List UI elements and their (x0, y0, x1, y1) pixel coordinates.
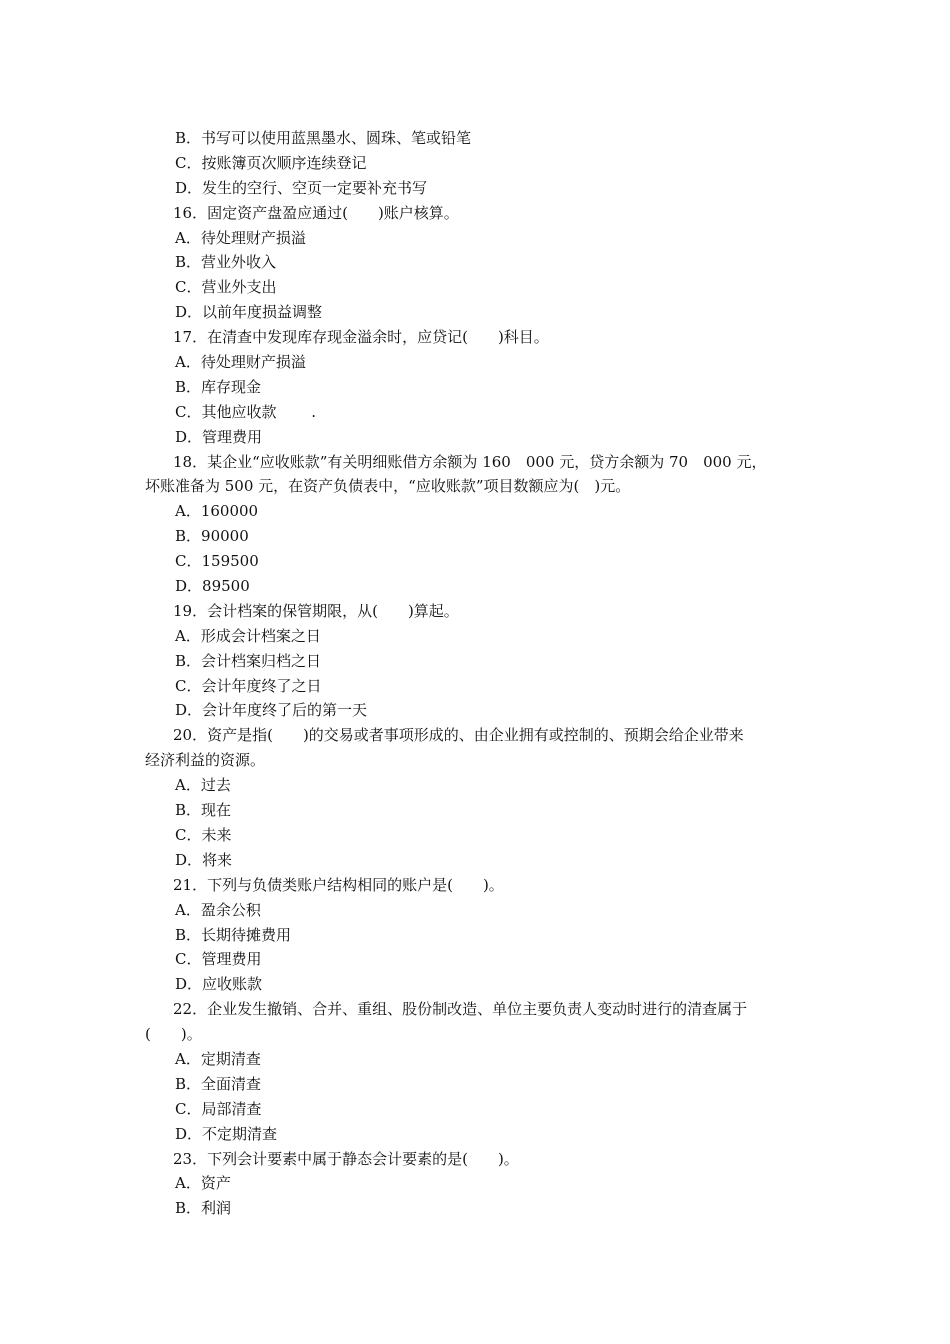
option-line: B．会计档案归档之日 (175, 651, 322, 670)
option-line: A．待处理财产损溢 (175, 353, 306, 372)
option-line: C．局部清查 (175, 1099, 262, 1118)
option-line: D．发生的空行、空页一定要补充书写 (175, 178, 428, 197)
option-line: D．应收账款 (175, 975, 263, 994)
option-line: B．全面清查 (175, 1074, 262, 1093)
question-line: 20．资产是指( )的交易或者事项形成的、由企业拥有或控制的、预期会给企业带来 (173, 726, 744, 745)
option-line: A．160000 (175, 502, 259, 521)
question-line: 19．会计档案的保管期限，从( )算起。 (173, 601, 459, 620)
option-line: C．营业外支出 (175, 278, 277, 297)
option-line: C．未来 (175, 825, 232, 844)
option-line: D．将来 (175, 850, 233, 869)
option-line: B．90000 (175, 527, 249, 546)
option-line: D．管理费用 (175, 427, 263, 446)
option-line: B．书写可以使用蓝黑墨水、圆珠、笔或铅笔 (175, 129, 472, 147)
option-line: C．会计年度终了之日 (175, 676, 322, 695)
question-line: 18．某企业“应收账款”有关明细账借方余额为 160 000 元，贷方余额为 70 000 元， (173, 452, 767, 471)
option-line: A．定期清查 (175, 1049, 261, 1068)
option-line: A．形成会计档案之日 (175, 626, 321, 645)
option-line: D．89500 (175, 577, 250, 596)
option-line: C．其他应收款 . (175, 402, 317, 421)
option-line: D．会计年度终了后的第一天 (175, 701, 368, 720)
question-line: 16．固定资产盘盈应通过( )账户核算。 (173, 203, 459, 222)
option-line: C．按账簿页次顺序连续登记 (175, 153, 367, 172)
option-line: B．营业外收入 (175, 253, 277, 272)
option-line: A．待处理财产损溢 (175, 228, 306, 247)
question-continuation: ( )。 (145, 1025, 202, 1044)
option-line: B．利润 (175, 1199, 232, 1218)
option-line: B．长期待摊费用 (175, 925, 292, 944)
option-line: A．过去 (175, 776, 231, 795)
option-line: B．现在 (175, 801, 232, 820)
option-line: B．库存现金 (175, 377, 262, 396)
option-line: D．不定期清查 (175, 1124, 278, 1143)
option-line: A．资产 (175, 1174, 231, 1193)
question-line: 21．下列与负债类账户结构相同的账户是( )。 (173, 875, 504, 894)
option-line: D．以前年度损益调整 (175, 303, 323, 322)
question-line: 17．在清查中发现库存现金溢余时，应贷记( )科目。 (173, 328, 549, 347)
question-continuation: 经济利益的资源。 (145, 751, 266, 770)
option-line: A．盈余公积 (175, 900, 261, 919)
question-list (145, 126, 815, 1221)
question-continuation: 坏账准备为 500 元，在资产负债表中，“应收账款”项目数额应为( )元。 (145, 477, 631, 496)
option-line: C．159500 (175, 552, 259, 571)
question-line: 22．企业发生撤销、合并、重组、股份制改造、单位主要负责人变动时进行的清查属于 (173, 1000, 748, 1019)
question-line: 23．下列会计要素中属于静态会计要素的是( )。 (173, 1149, 519, 1168)
option-line: C．管理费用 (175, 950, 262, 969)
